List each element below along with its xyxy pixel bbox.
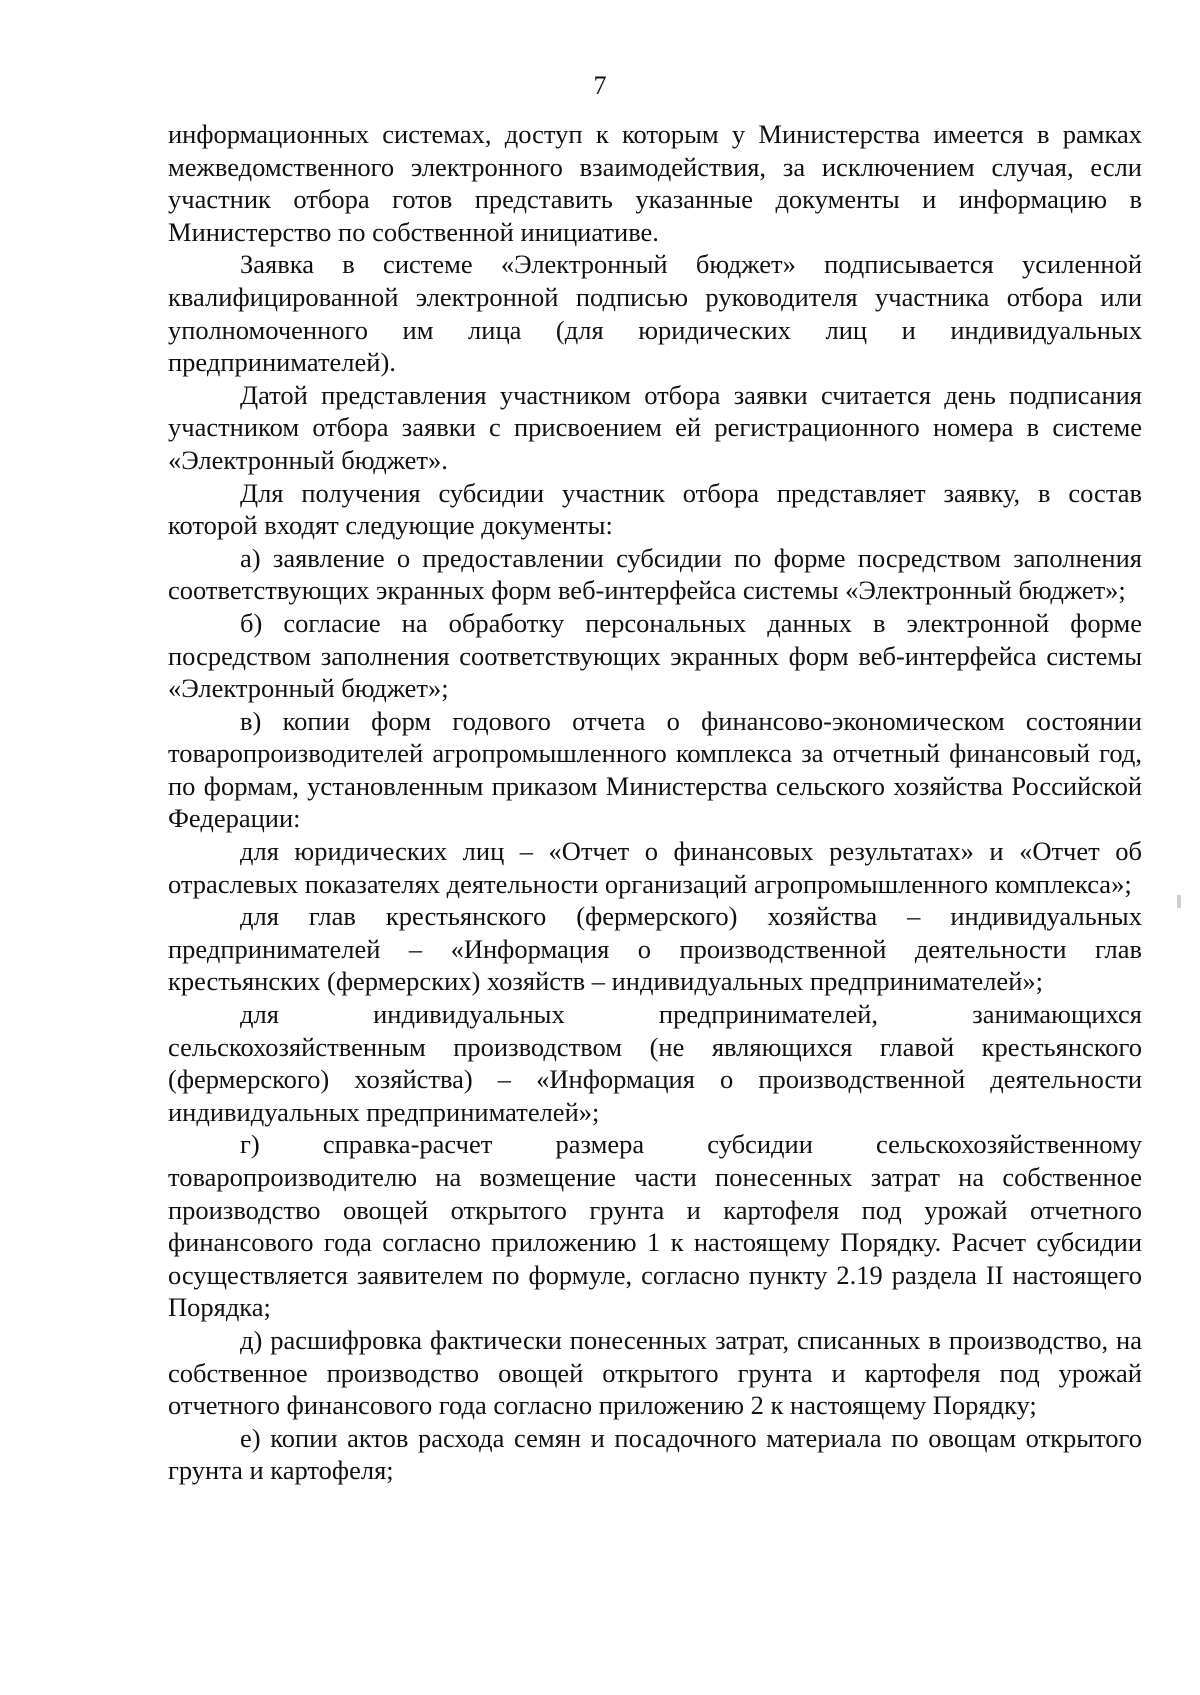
list-item-b-consent: б) согласие на обработку персональных данных в электронной форме посредством заполнения соответствующих экранных форм веб-интерфейса системы «Электронный бюджет»; — [168, 607, 1142, 704]
list-item-a-statement: а) заявление о предоставлении субсидии по форме посредством заполнения соответствующих экранных форм веб-интерфейса системы «Электронный бюджет»; — [168, 542, 1142, 606]
paragraph-document-list-intro: Для получения субсидии участник отбора представляет заявку, в состав которой входят следующие документы: — [168, 477, 1142, 541]
list-item-c-annual-report: в) копии форм годового отчета о финансово-экономическом состоянии товаропроизводителей агропромышленного комплекса за отчетный финансовый год, по формам, установленным приказом Министерства сельского хозяйства Российской Федерации: — [168, 705, 1142, 834]
paragraph-application-signature: Заявка в системе «Электронный бюджет» подписывается усиленной квалифицированной электронной подписью руководителя участника отбора или уполномоченного им лица (для юридических лиц и индивидуальных предпринимателей). — [168, 249, 1142, 378]
document-body — [168, 118, 1142, 1487]
subitem-farm-heads: для глав крестьянского (фермерского) хозяйства – индивидуальных предпринимателей – «Информация о производственной деятельности глав крестьянских (фермерских) хозяйств – индивидуальных предпринимателей»; — [168, 901, 1142, 997]
paragraph-submission-date: Датой представления участником отбора заявки считается день подписания участником отбора заявки с присвоением ей регистрационного номера в системе «Электронный бюджет». — [168, 379, 1142, 475]
subitem-individual-entrepreneurs: для индивидуальных предпринимателей, занимающихся сельскохозяйственным производством (не являющихся главой крестьянского (фермерского) хозяйства) – «Информация о производственной деятельности индивидуальных предпринимателей»; — [168, 999, 1142, 1127]
paragraph-information-systems: информационных системах, доступ к которым у Министерства имеется в рамках межведомственного электронного взаимодействия, за исключением случая, если участник отбора готов представить указанные документы и информацию в Министерство по собственной инициативе. — [168, 119, 1142, 247]
page-number: 7 — [593, 71, 607, 100]
list-item-g-calculation: г) справка-расчет размера субсидии сельскохозяйственному товаропроизводителю на возмещение части понесенных затрат на собственное производство овощей открытого грунта и картофеля под урожай отчетного финансового года согласно приложению 1 к настоящему Порядку. Расчет субсидии осуществляется заявителем по формуле, согласно пункту 2.19 раздела II настоящего Порядка; — [168, 1129, 1142, 1323]
subitem-legal-entities: для юридических лиц – «Отчет о финансовых результатах» и «Отчет об отраслевых показателях деятельности организаций агропромышленного комплекса»; — [168, 836, 1142, 899]
list-item-d-cost-breakdown: д) расшифровка фактически понесенных затрат, списанных в производство, на собственное производство овощей открытого грунта и картофеля под урожай отчетного финансового года согласно приложению 2 к настоящему Порядку; — [168, 1324, 1142, 1421]
list-item-e-seed-acts: е) копии актов расхода семян и посадочного материала по овощам открытого грунта и картофеля; — [168, 1422, 1142, 1486]
scan-mark — [1177, 895, 1181, 908]
